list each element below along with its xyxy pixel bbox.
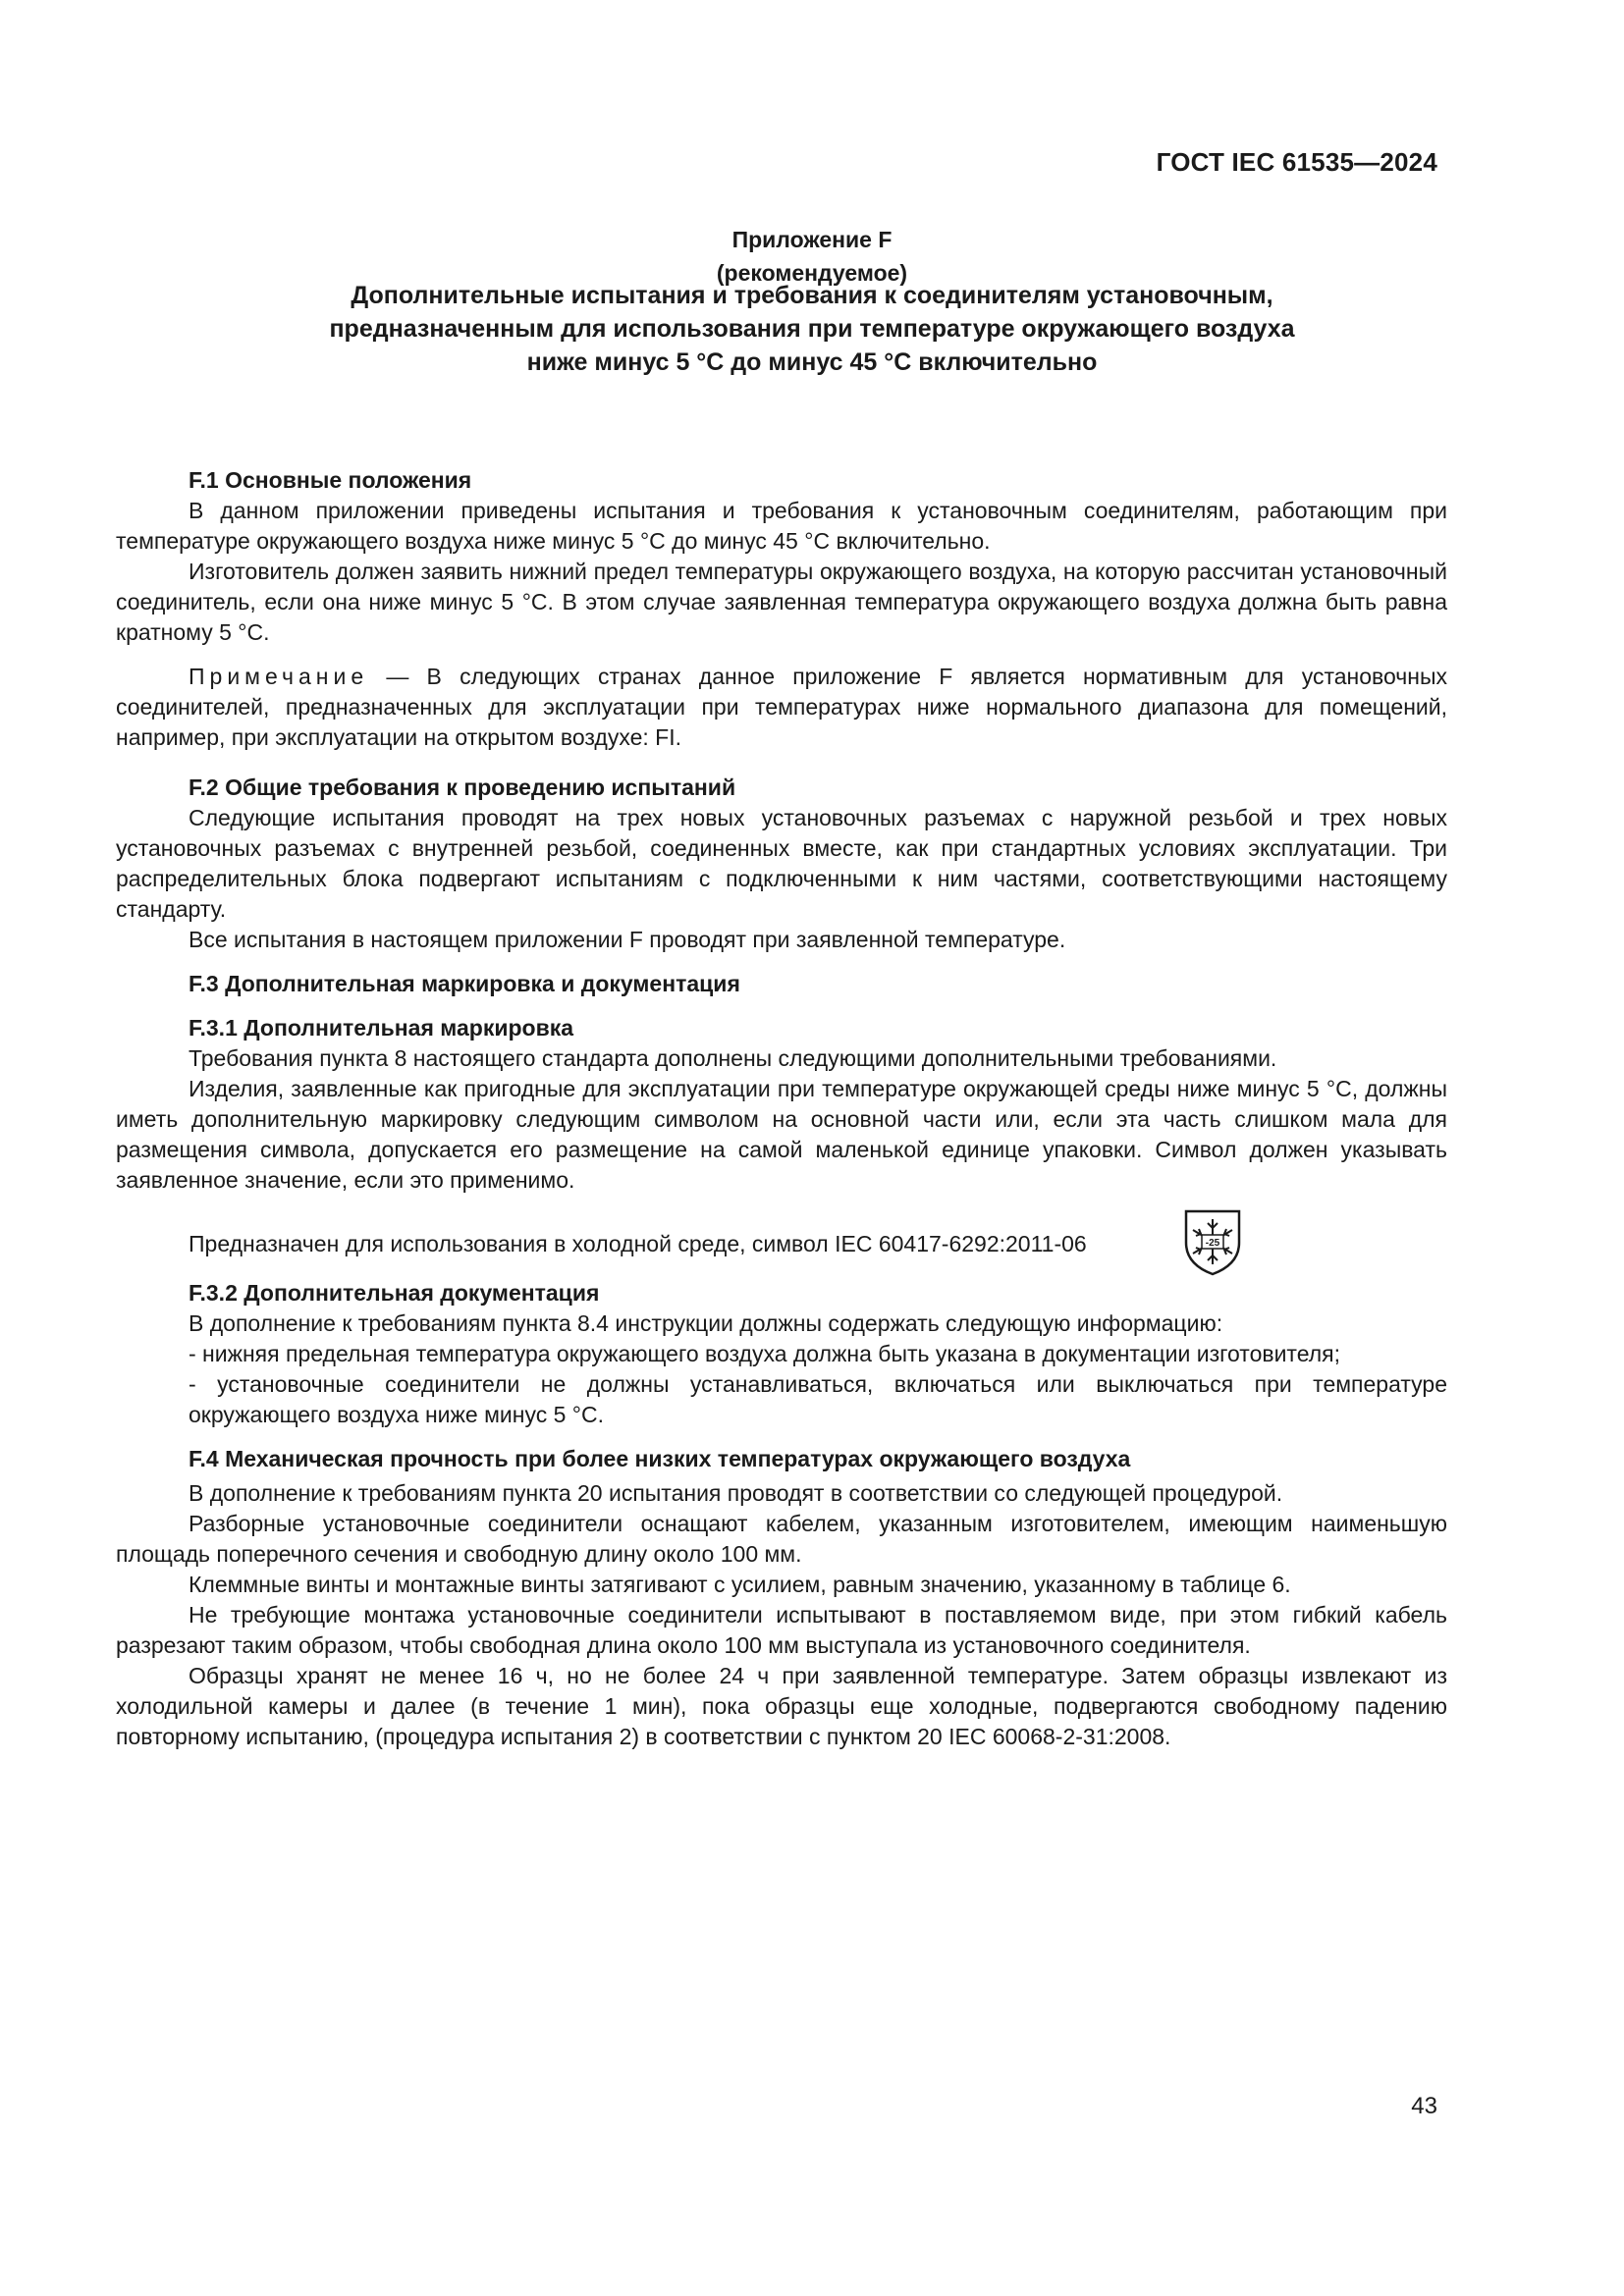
paragraph: Изготовитель должен заявить нижний предел температуры окружающего воздуха, на которую рассчитан установочный соединитель, если она ниже минус 5 °С. В этом случае заявленная температура окружающего воздуха должна быть равна кратному 5 °С. [116,559,1447,645]
annex-title [196,279,1428,379]
subsection-heading-f3-2: F.3.2 Дополнительная документация [189,1280,600,1306]
cold-environment-symbol-icon [1178,1203,1247,1278]
section-heading-f2: F.2 Общие требования к проведению испытаний [189,774,736,800]
annex-title-line: предназначенным для использования при температуре окружающего воздуха [329,315,1295,343]
symbol-caption: Предназначен для использования в холодной среде, символ IEC 60417-6292:2011-06 [189,1231,1087,1256]
cold-symbol-row [116,1203,1447,1278]
paragraph: В дополнение к требованиям пункта 8.4 инструкции должны содержать следующую информацию: [189,1310,1223,1336]
symbol-value: -25 [1205,1238,1220,1249]
subsection-heading-f3-1: F.3.1 Дополнительная маркировка [189,1015,574,1041]
paragraph: В дополнение к требованиям пункта 20 испытания проводят в соответствии со следующей процедурой. [189,1480,1283,1506]
paragraph: Следующие испытания проводят на трех новых установочных разъемах с наружной резьбой и трех новых установочных разъемах с внутренней резьбой, соединенных вместе, как при стандартных условиях эксплуатации. Три распределительных блока подвергают испытаниям с подключенными к ним частями, соответствующими настоящему стандарту. [116,805,1447,922]
paragraph: Клеммные винты и монтажные винты затягивают с усилием, равным значению, указанному в таблице 6. [189,1572,1291,1597]
annex-title-line: ниже минус 5 °С до минус 45 °С включительно [526,348,1098,376]
list-item: - установочные соединители не должны устанавливаться, включаться или выключаться при температуре окружающего воздуха ниже минус 5 °С. [189,1371,1447,1427]
paragraph: Не требующие монтажа установочные соединители испытывают в поставляемом виде, при этом гибкий кабель разрезают таким образом, чтобы свободная длина около 100 мм выступала из установочного соединителя. [116,1602,1447,1658]
note-paragraph [116,662,1447,753]
paragraph: Все испытания в настоящем приложении F проводят при заявленной температуре. [189,927,1066,952]
paragraph: В данном приложении приведены испытания и требования к установочным соединителям, работающим при температуре окружающего воздуха ниже минус 5 °С до минус 45 °С включительно. [116,498,1447,554]
list-item: - нижняя предельная температура окружающего воздуха должна быть указана в документации изготовителя; [189,1341,1340,1366]
note-text: — В следующих странах данное приложение F является нормативным для установочных соединителей, предназначенных для эксплуатации при температурах ниже нормального диапазона для помещений, например, при эксплуатации на открытом воздухе: FI. [116,664,1447,750]
section-heading-f3: F.3 Дополнительная маркировка и документация [189,971,740,996]
paragraph: Изделия, заявленные как пригодные для эксплуатации при температуре окружающей среды ниже минус 5 °С, должны иметь дополнительную маркировку следующим символом на основной части или, если эта часть слишком мала для размещения символа, допускается его размещение на самой маленькой единице упаковки. Символ должен указывать заявленное значение, если это применимо. [116,1076,1447,1193]
paragraph: Требования пункта 8 настоящего стандарта дополнены следующими дополнительными требованиями. [189,1045,1277,1071]
section-heading-f4: F.4 Механическая прочность при более низких температурах окружающего воздуха [189,1446,1131,1471]
paragraph: Разборные установочные соединители оснащают кабелем, указанным изготовителем, имеющим наименьшую площадь поперечного сечения и свободную длину около 100 мм. [116,1511,1447,1567]
section-heading-f1: F.1 Основные положения [189,467,472,493]
document-body [116,465,1447,1752]
annex-title-line: Дополнительные испытания и требования к соединителям установочным, [351,282,1273,309]
annex-label: Приложение F [731,227,893,252]
note-label: Примечание [189,664,369,689]
annex-status: (рекомендуемое) [716,260,908,286]
paragraph: Образцы хранят не менее 16 ч, но не более 24 ч при заявленной температуре. Затем образцы извлекают из холодильной камеры и далее (в течение 1 мин), пока образцы еще холодные, подвергаются свободному падению повторному испытанию, (процедура испытания 2) в соответствии с пунктом 20 IEC 60068-2-31:2008. [116,1663,1447,1749]
page-number: 43 [1411,2093,1437,2119]
document-designation: ГОСТ IEC 61535—2024 [1156,147,1437,177]
